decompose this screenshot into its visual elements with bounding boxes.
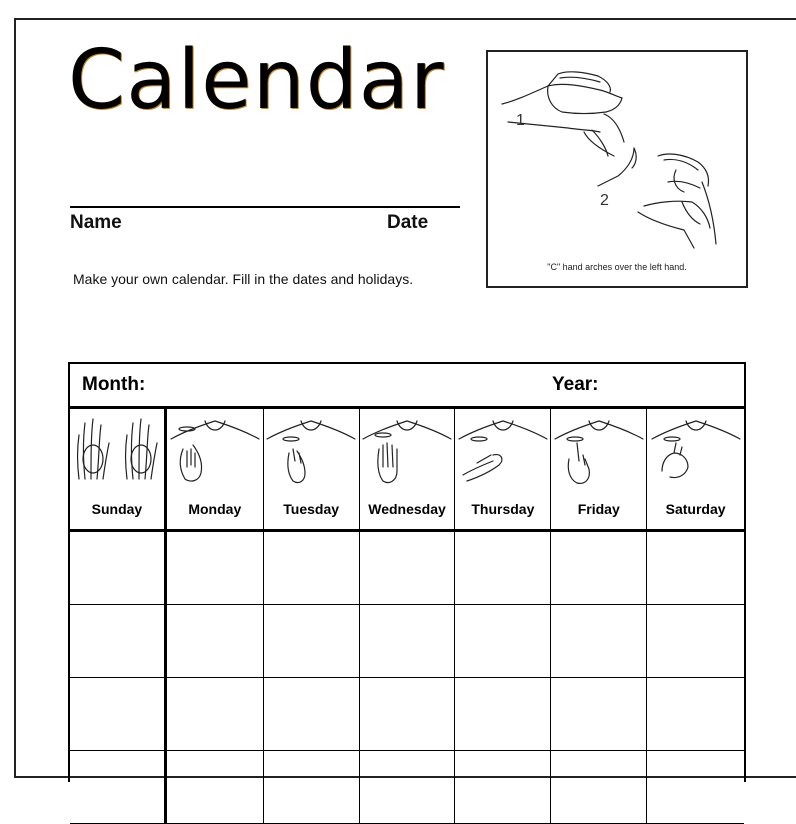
year-label: Year: — [552, 374, 599, 395]
date-cell[interactable] — [455, 678, 551, 750]
page-title: Calendar — [68, 33, 445, 128]
date-cell[interactable] — [551, 678, 647, 750]
date-cell[interactable] — [551, 532, 647, 604]
weekday-header-row — [70, 409, 744, 532]
day-label-thursday: Thursday — [471, 501, 535, 517]
date-cell[interactable] — [455, 605, 551, 677]
date-cell[interactable] — [70, 605, 167, 677]
day-label-wednesday: Wednesday — [368, 501, 446, 517]
month-label: Month: — [82, 374, 146, 395]
friday-sign-icon — [553, 409, 645, 495]
name-line — [70, 206, 460, 208]
date-label: Date — [387, 212, 429, 233]
sunday-sign-icon — [71, 409, 163, 495]
day-column-tuesday — [264, 409, 360, 529]
date-cell[interactable] — [360, 532, 456, 604]
day-column-wednesday — [360, 409, 456, 529]
date-cell[interactable] — [264, 751, 360, 823]
date-cell[interactable] — [167, 532, 264, 604]
name-label: Name — [70, 212, 122, 233]
calendar-grid — [68, 362, 746, 782]
day-label-friday: Friday — [577, 501, 620, 517]
date-cell[interactable] — [264, 532, 360, 604]
day-column-saturday — [647, 409, 744, 529]
tuesday-sign-icon — [265, 409, 357, 495]
thursday-sign-icon — [457, 409, 549, 495]
date-cell[interactable] — [455, 751, 551, 823]
date-cell[interactable] — [70, 678, 167, 750]
sign-caption: "C" hand arches over the left hand. — [547, 262, 687, 272]
step-1-number: 1 — [516, 112, 525, 129]
date-cell[interactable] — [647, 751, 744, 823]
calendar-sign-hands-icon — [488, 52, 750, 290]
date-cell[interactable] — [360, 678, 456, 750]
week-row — [70, 532, 744, 605]
date-cell[interactable] — [551, 605, 647, 677]
date-cell[interactable] — [360, 605, 456, 677]
calendar-header — [70, 364, 744, 409]
date-cell[interactable] — [551, 751, 647, 823]
date-cell[interactable] — [264, 678, 360, 750]
date-cell[interactable] — [70, 751, 167, 823]
date-cell[interactable] — [647, 678, 744, 750]
wednesday-sign-icon — [361, 409, 453, 495]
day-column-friday — [551, 409, 647, 529]
day-column-sunday — [70, 409, 167, 529]
week-row — [70, 751, 744, 824]
day-label-monday: Monday — [188, 501, 242, 517]
saturday-sign-icon — [650, 409, 742, 495]
day-label-tuesday: Tuesday — [283, 501, 340, 517]
day-label-saturday: Saturday — [665, 501, 726, 517]
date-cell[interactable] — [70, 532, 167, 604]
day-column-monday — [167, 409, 264, 529]
date-cell[interactable] — [360, 751, 456, 823]
day-column-thursday — [455, 409, 551, 529]
date-cell[interactable] — [167, 678, 264, 750]
instructions-text: Make your own calendar. Fill in the dates and holidays. — [73, 271, 414, 287]
week-row — [70, 678, 744, 751]
calendar-sign-illustration — [486, 50, 748, 288]
date-cell[interactable] — [455, 532, 551, 604]
date-cell[interactable] — [647, 605, 744, 677]
monday-sign-icon — [169, 409, 261, 495]
week-row — [70, 605, 744, 678]
day-label-sunday: Sunday — [91, 501, 143, 517]
step-2-number: 2 — [600, 192, 609, 209]
date-cell[interactable] — [264, 605, 360, 677]
date-cell[interactable] — [647, 532, 744, 604]
date-cell[interactable] — [167, 751, 264, 823]
date-cell[interactable] — [167, 605, 264, 677]
